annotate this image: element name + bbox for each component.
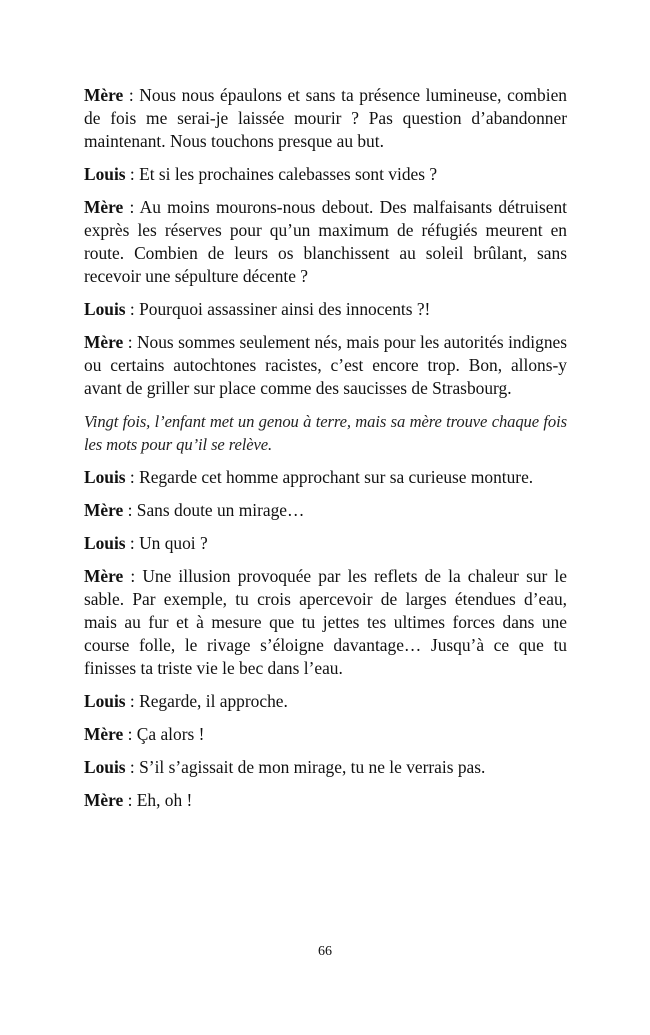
speaker-name: Mère xyxy=(84,500,124,520)
speaker-name: Louis xyxy=(84,299,126,319)
dialogue-line xyxy=(84,466,567,489)
stage-direction: Vingt fois, l’enfant met un genou à terre, mais sa mère trouve chaque fois les mots pour qu’il se relève. xyxy=(84,412,567,454)
speaker-name: Louis xyxy=(84,467,126,487)
dialogue-text: : Une illusion provoquée par les reflets de la chaleur sur le sable. Par exemple, tu crois apercevoir de larges étendues d’eau, mais au fur et à mesure que tu jettes tes ultimes forces dans une course folle, le rivage s’éloigne davantage… Jusqu’à ce que tu finisses ta triste vie le bec dans l’eau. xyxy=(84,566,567,678)
speaker-name: Mère xyxy=(84,790,124,810)
dialogue-text: : Au moins mourons-nous debout. Des malfaisants détruisent exprès les réserves pour qu’un maximum de réfugiés meurent en route. Combien de leurs os blanchissent au soleil brûlant, sans recevoir une sépulture décente ? xyxy=(84,197,567,286)
dialogue-text: : Sans doute un mirage… xyxy=(123,500,305,520)
dialogue-line xyxy=(84,723,567,746)
speaker-name: Mère xyxy=(84,85,124,105)
dialogue-text: : Regarde, il approche. xyxy=(125,691,288,711)
dialogue-line xyxy=(84,331,567,400)
dialogue-line xyxy=(84,163,567,186)
dialogue-line xyxy=(84,565,567,680)
speaker-name: Louis xyxy=(84,691,126,711)
page-body xyxy=(84,84,567,822)
speaker-name: Mère xyxy=(84,332,124,352)
dialogue-line xyxy=(84,84,567,153)
speaker-name: Mère xyxy=(84,197,124,217)
speaker-name: Louis xyxy=(84,757,126,777)
dialogue-text: : Ça alors ! xyxy=(123,724,205,744)
speaker-name: Mère xyxy=(84,566,124,586)
dialogue-line xyxy=(84,499,567,522)
dialogue-text: : Eh, oh ! xyxy=(123,790,193,810)
dialogue-line xyxy=(84,756,567,779)
dialogue-text: : Regarde cet homme approchant sur sa curieuse monture. xyxy=(125,467,534,487)
dialogue-text: : Un quoi ? xyxy=(125,533,208,553)
dialogue-line xyxy=(84,690,567,713)
dialogue-line xyxy=(84,298,567,321)
dialogue-text: : S’il s’agissait de mon mirage, tu ne le verrais pas. xyxy=(125,757,486,777)
page-number: 66 xyxy=(318,944,332,959)
speaker-name: Louis xyxy=(84,164,126,184)
dialogue-text: : Nous nous épaulons et sans ta présence lumineuse, combien de fois me serai-je laissée mourir ? Pas question d’abandonner maintenant. Nous touchons presque au but. xyxy=(84,85,567,151)
dialogue-text: : Pourquoi assassiner ainsi des innocents ?! xyxy=(125,299,431,319)
dialogue-line xyxy=(84,789,567,812)
dialogue-text: : Et si les prochaines calebasses sont vides ? xyxy=(125,164,438,184)
dialogue-line xyxy=(84,196,567,288)
dialogue-line xyxy=(84,532,567,555)
speaker-name: Mère xyxy=(84,724,124,744)
speaker-name: Louis xyxy=(84,533,126,553)
dialogue-text: : Nous sommes seulement nés, mais pour les autorités indignes ou certains autochtones racistes, c’est encore trop. Bon, allons-y avant de griller sur place comme des saucisses de Strasbourg. xyxy=(84,332,567,398)
